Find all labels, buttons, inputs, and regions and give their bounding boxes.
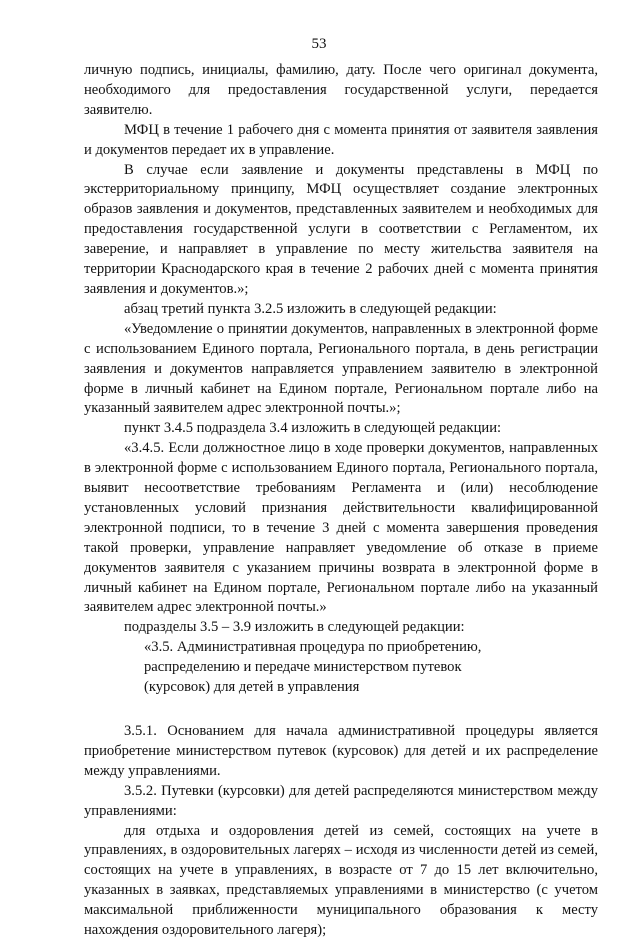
heading-line: распределению и передаче министерством путевок <box>144 659 462 676</box>
paragraph: абзац третий пункта 3.2.5 изложить в следующей редакции: <box>124 300 497 317</box>
paragraph: МФЦ в течение 1 рабочего дня с момента принятия от заявителя заявления и документов передает их в управление. <box>84 121 598 158</box>
page-number: 53 <box>311 36 327 52</box>
paragraph: для отдыха и оздоровления детей из семей, состоящих на учете в управлениях, в оздоровительных лагерях – исходя из численности детей из семей, состоящих на учете в управлениях, в возрасте от 7 до 15 лет включительно, указанных в заявках, представляемых управлениями в министерство (с учетом максимальной приближенности муниципального образования к месту нахождения оздоровительного лагеря); <box>84 822 598 939</box>
paragraph: личную подпись, инициалы, фамилию, дату. После чего оригинал документа, необходимого для предоставления государственной услуги, передается заявителю. <box>84 62 598 118</box>
paragraph: подразделы 3.5 – 3.9 изложить в следующей редакции: <box>124 619 465 636</box>
heading-line: «3.5. Административная процедура по приобретению, <box>144 639 482 656</box>
heading-line: (курсовок) для детей в управления <box>144 679 360 696</box>
quoted-paragraph: «Уведомление о принятии документов, направленных в электронной форме с использованием Единого портала, Регионального портала, в день регистрации заявления и документов направляется управлением заявителю в электронной форме в личный кабинет на Едином портале, Региональном портале либо на указанный заявителем адрес электронной почты.»; <box>84 320 598 417</box>
paragraph: В случае если заявление и документы представлены в МФЦ по экстерриториальному принципу, МФЦ осуществляет создание электронных образов заявления и документов, представленных заявителем и необходимых для предоставления государственной услуги в соответствии с Регламентом, их заверение, и направляет в управление по месту жительства заявителя на территории Краснодарского края в течение 2 рабочих дней с момента принятия заявления и документов.»; <box>84 161 598 297</box>
paragraph: 3.5.2. Путевки (курсовки) для детей распределяются министерством между управлениями: <box>84 782 598 819</box>
document-body <box>84 61 598 941</box>
section-heading <box>84 638 598 698</box>
paragraph: пункт 3.4.5 подраздела 3.4 изложить в следующей редакции: <box>124 420 502 437</box>
spacer <box>84 698 598 722</box>
paragraph: 3.5.1. Основанием для начала административной процедуры является приобретение министерством путевок (курсовок) для детей и их распределение между управлениями. <box>84 723 598 779</box>
quoted-paragraph: «3.4.5. Если должностное лицо в ходе проверки документов, направленных в электронной форме с использованием Единого портала, Регионального портала, выявит несоответствие требованиям Регламента и (или) несоблюдение установленных условий признания действительности квалифицированной электронной подписи, то в течение 3 дней с момента завершения проведения такой проверки, управление направляет уведомление об отказе в приеме документов заявителя с указанием причины возврата в электронной форме в личный кабинет на Едином портале, Региональном портале либо на указанный заявителем адрес электронной почты.» <box>84 440 598 616</box>
